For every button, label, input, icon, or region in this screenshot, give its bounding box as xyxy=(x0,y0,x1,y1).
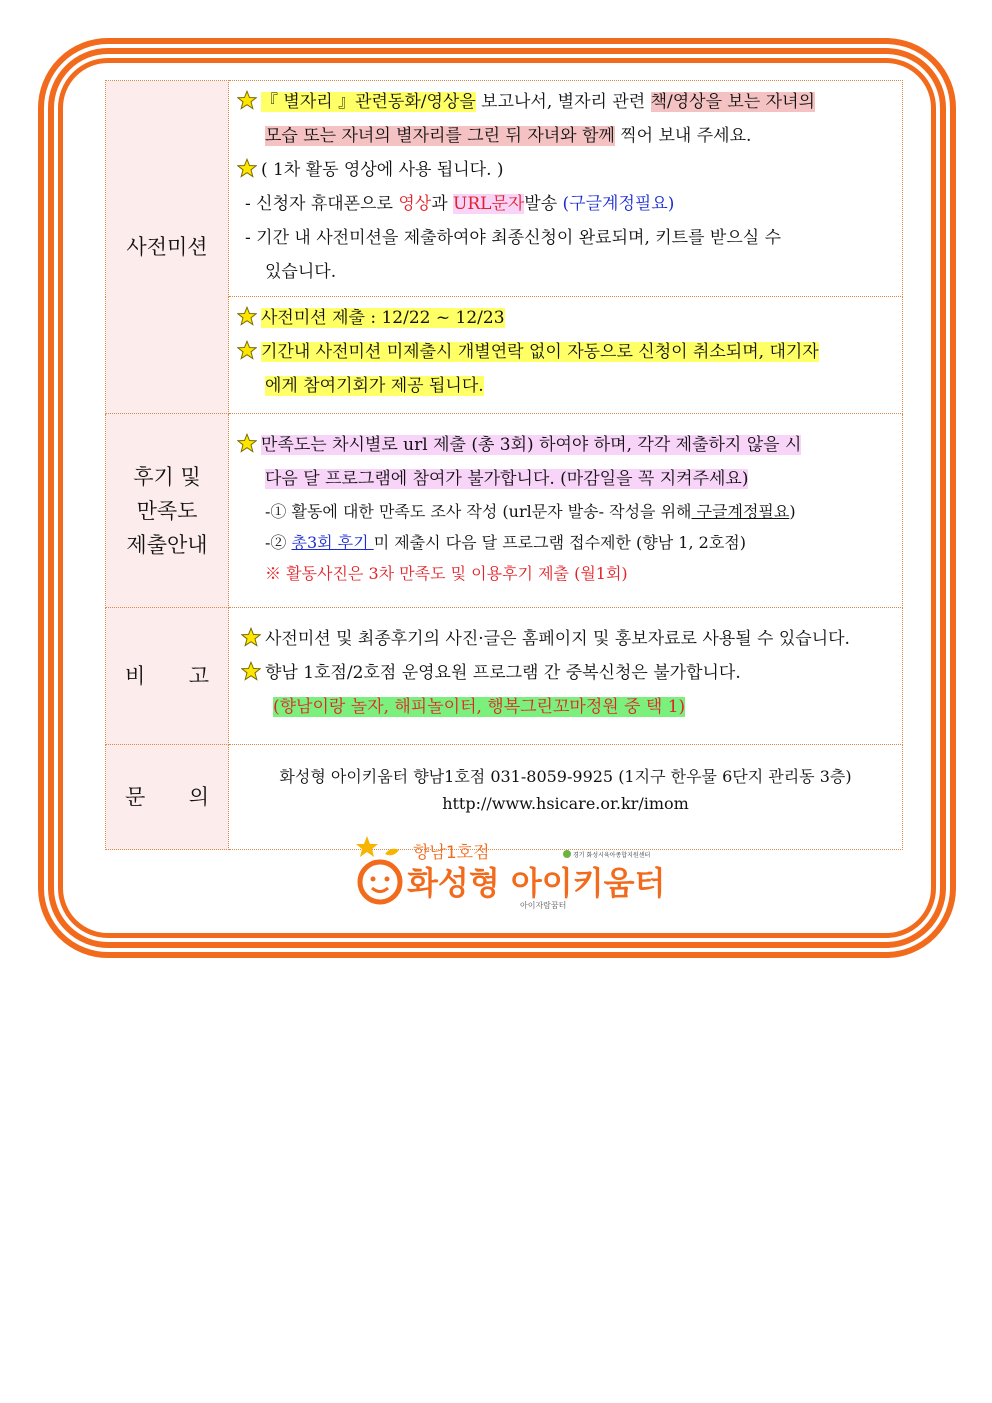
mission-line-5: - 기간 내 사전미션을 제출하여야 최종신청이 완료되며, 키트를 받으실 수 xyxy=(245,228,782,248)
note-label: 비 고 xyxy=(106,608,229,745)
star-icon xyxy=(237,306,257,326)
mission-line-6: 있습니다. xyxy=(265,262,337,282)
logo-name: 화성형 아이키움터 xyxy=(407,864,666,902)
mission-label: 사전미션 xyxy=(106,81,229,414)
review-line-4: -② 총3회 후기 미 제출시 다음 달 프로그램 접수제한 (향남 1, 2호점) xyxy=(265,533,746,552)
review-line-5: ※ 활동사진은 3차 만족도 및 이용후기 제출 (월1회) xyxy=(265,564,628,583)
star-icon xyxy=(241,661,261,681)
mission-line-3: ( 1차 활동 영상에 사용 됩니다. ) xyxy=(237,153,894,187)
mission-content xyxy=(229,81,903,297)
mission-line-1: 『 별자리 』관련동화/영상을 보고나서, 별자리 관련 책/영상을 보는 자녀의 xyxy=(237,85,894,119)
review-content xyxy=(229,414,903,608)
logo-org: 경기 화성시육아종합지원센터 xyxy=(573,852,651,859)
review-label: 후기 및 만족도 제출안내 xyxy=(106,414,229,608)
note-line-1: 사전미션 및 최종후기의 사진·글은 홈페이지 및 홍보자료로 사용될 수 있습니다. xyxy=(237,622,894,656)
logo-branch: 향남1호점 xyxy=(413,843,490,863)
contact-phone: 화성형 아이키움터 향남1호점 031-8059-9925 (1지구 한우물 6단지 관리동 3층) xyxy=(279,767,852,786)
mission-line-2: 모습 또는 자녀의 별자리를 그린 뒤 자녀와 함께 찍어 보내 주세요. xyxy=(265,126,752,146)
review-line-2: 다음 달 프로그램에 참여가 불가합니다. (마감일을 꼭 지켜주세요) xyxy=(265,469,749,489)
review-line-1: 만족도는 차시별로 url 제출 (총 3회) 하여야 하며, 각각 제출하지 않을 시 xyxy=(237,428,894,462)
contact-url[interactable]: http://www.hsicare.or.kr/imom xyxy=(442,794,689,813)
info-table xyxy=(105,80,903,850)
star-icon xyxy=(237,340,257,360)
mission-cancel-line-2: 에게 참여기회가 제공 됩니다. xyxy=(265,376,484,396)
mission-deadline-content xyxy=(229,297,903,414)
contact-label: 문 의 xyxy=(106,745,229,850)
mission-cancel-line: 기간내 사전미션 미제출시 개별연락 없이 자동으로 신청이 취소되며, 대기자 xyxy=(237,335,894,369)
star-icon xyxy=(241,627,261,647)
star-icon xyxy=(237,433,257,453)
mission-deadline-line: 사전미션 제출 : 12/22 ~ 12/23 xyxy=(237,301,894,335)
star-icon xyxy=(237,158,257,178)
note-line-2: 향남 1호점/2호점 운영요원 프로그램 간 중복신청은 불가합니다. xyxy=(237,656,894,690)
logo-sub: 아이자람꿈터 xyxy=(520,901,567,910)
note-content xyxy=(229,608,903,745)
note-line-3: (향남이랑 놀자, 해피놀이터, 행복그린꼬마정원 중 택 1) xyxy=(273,697,686,717)
mission-line-4: - 신청자 휴대폰으로 영상과 URL문자발송 (구글계정필요) xyxy=(245,194,675,214)
hwaseong-ikiumteo-logo xyxy=(355,832,675,912)
star-icon xyxy=(237,90,257,110)
review-line-3: -① 활동에 대한 만족도 조사 작성 (url문자 발송- 작성을 위해 구글계정필요) xyxy=(265,502,796,521)
